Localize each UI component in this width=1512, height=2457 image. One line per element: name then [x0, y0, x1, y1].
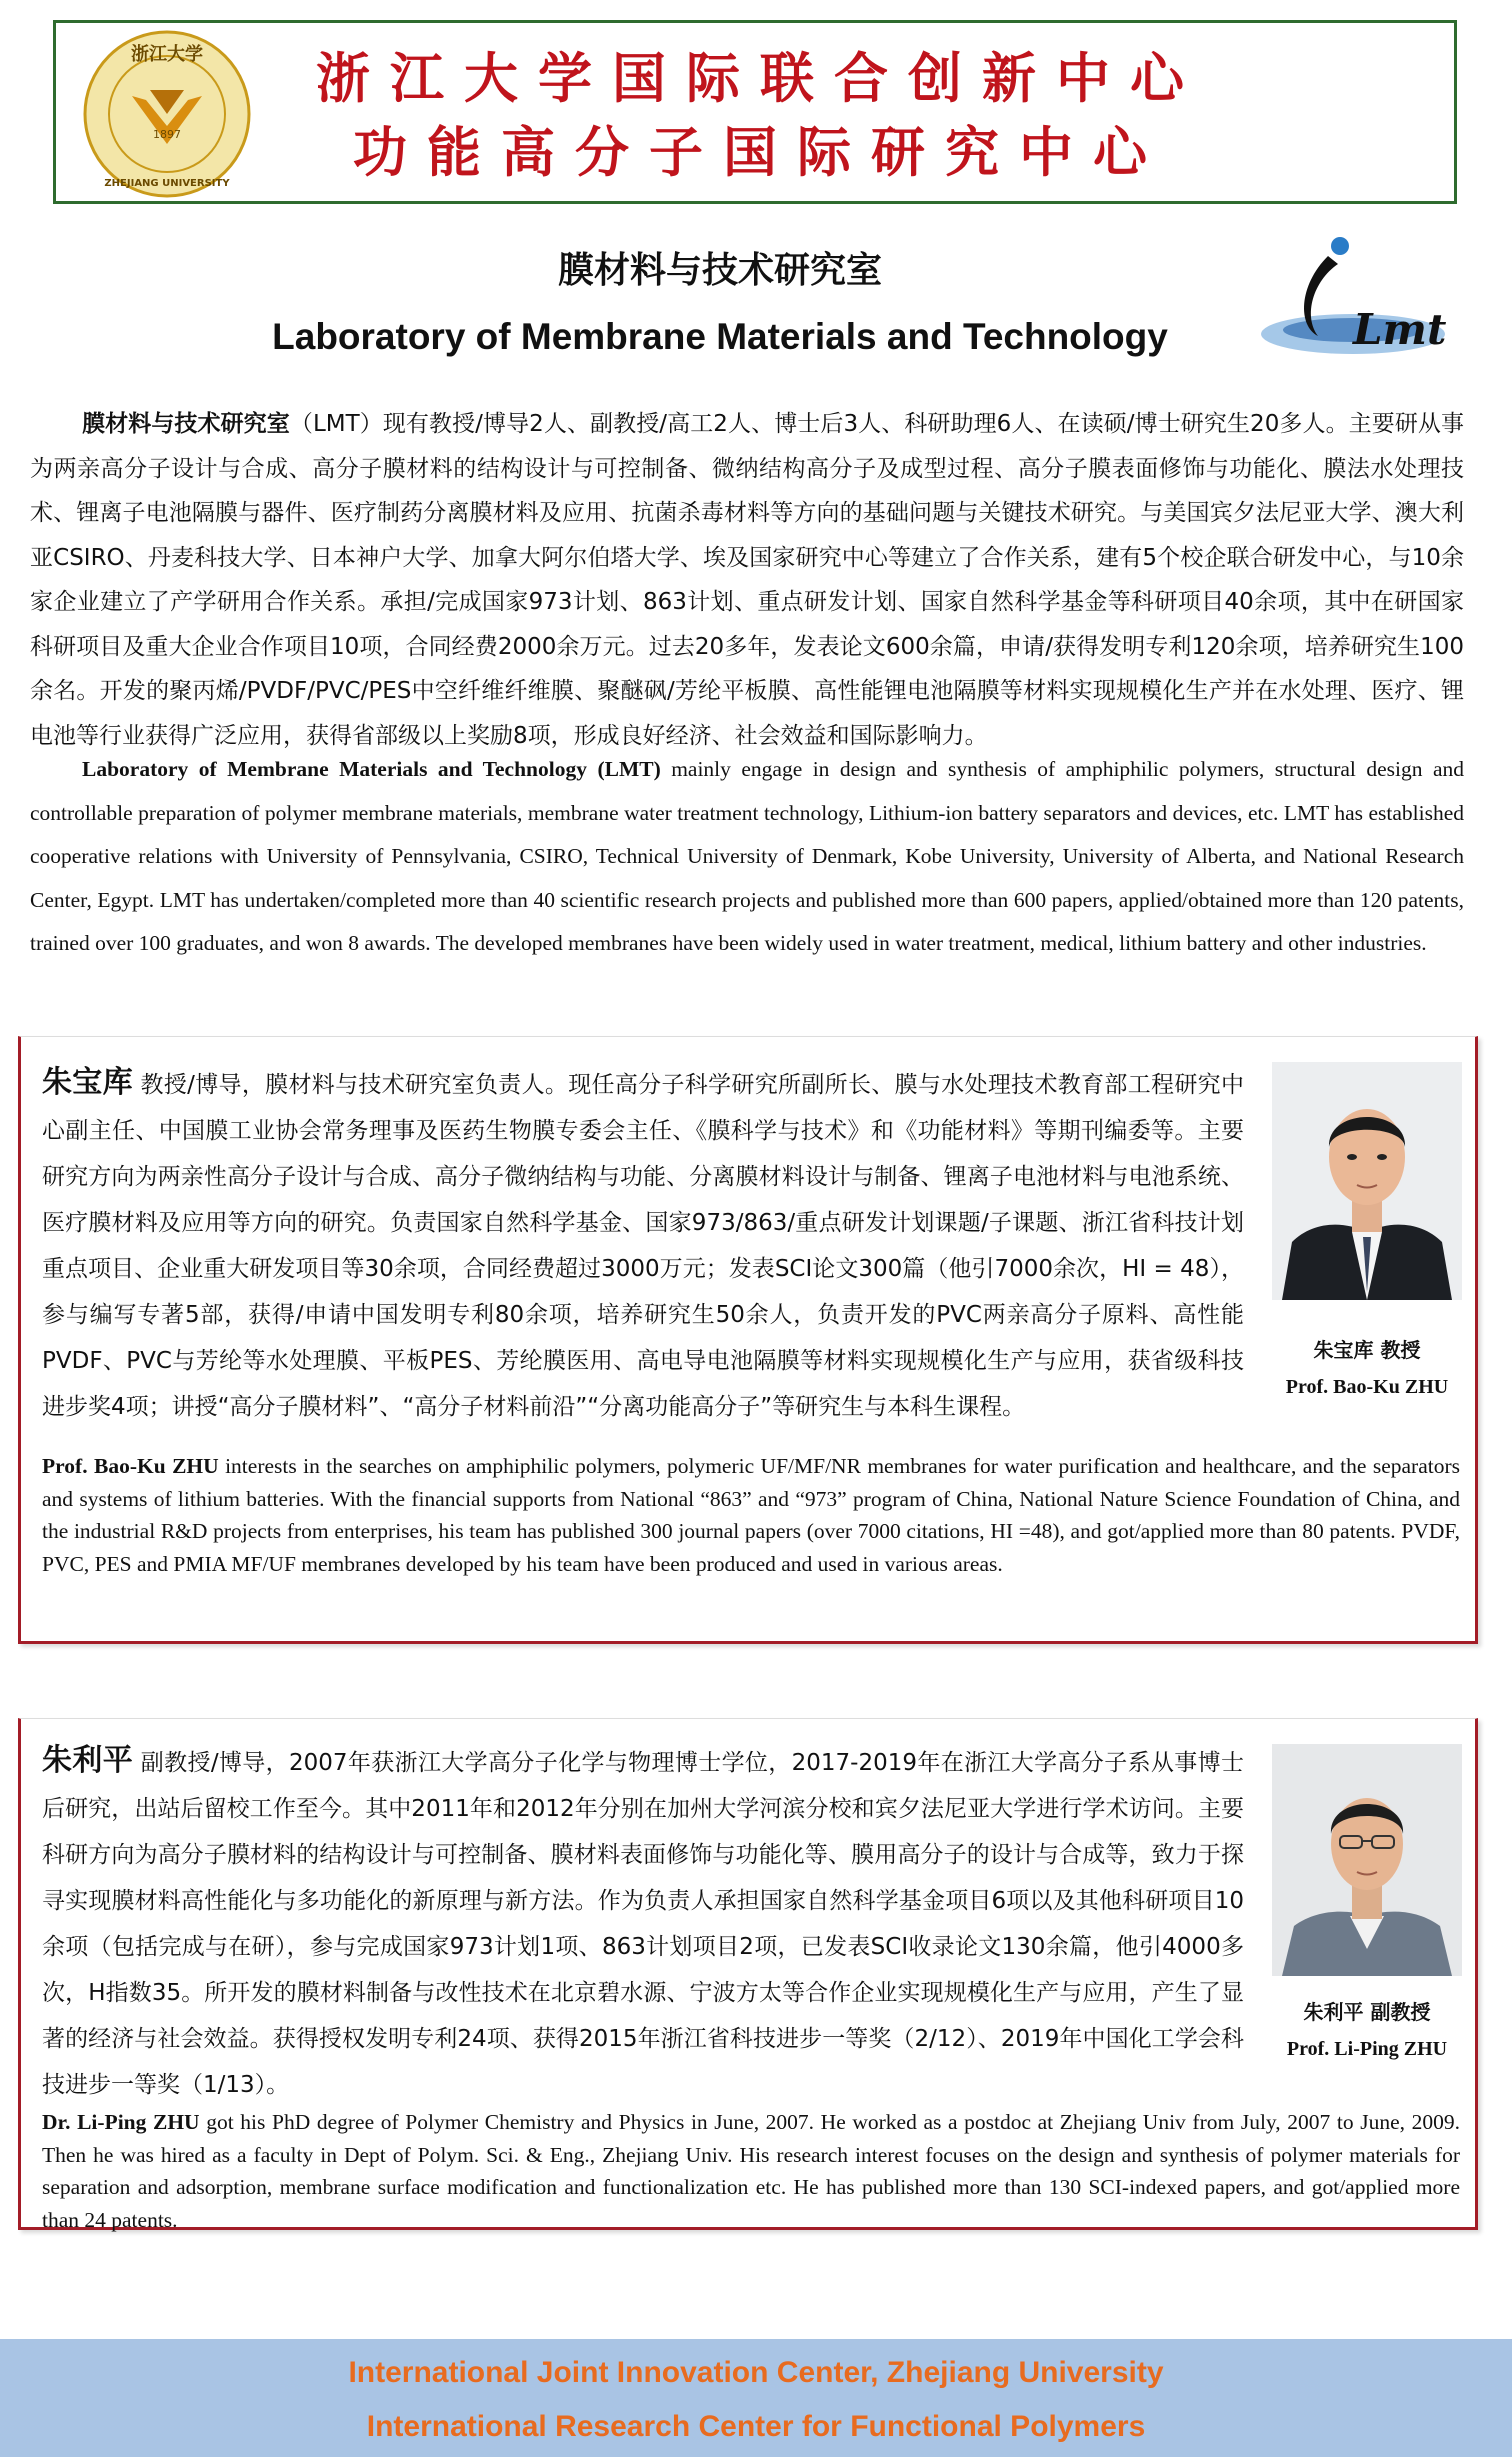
li-bio-cn-text: 副教授/博导，2007年获浙江大学高分子化学与物理博士学位，2017-2019年在浙江大学高分子系从事博士后研究，出站后留校工作至今。其中2011年和2012年分别在加州大学河滨分校和宾夕法尼亚大学进行学术访问。主要科研方向为高分子膜材料的结构设计与可控制备、膜材料表面修饰与功能化等、膜用高分子的设计与合成等，致力于探寻实现膜材料高性能化与多功能化的新原理与新方法。作为负责人承担国家自然科学基金项目6项以及其他科研项目10余项（包括完成与在研），参与完成国家973计划1项、863计划项目2项，已发表SCI收录论文130余篇，他引4000多次，H指数35。所开发的膜材料制备与改性技术在北京碧水源、宁波方太等合作企业实现规模化生产与应用，产生了显著的经济与社会效益。获得授权发明专利24项、获得2015年浙江省科技进步一等奖（2/12）、2019年中国化工学会科技进步一等奖（1/13）。: [42, 1750, 1244, 2098]
zhu-bio-cn-text: 教授/博导，膜材料与技术研究室负责人。现任高分子科学研究所副所长、膜与水处理技术教育部工程研究中心副主任、中国膜工业协会常务理事及医药生物膜专委会主任、《膜科学与技术》和《功能材料》等期刊编委等。主要研究方向为两亲性高分子设计与合成、高分子微纳结构与功能、分离膜材料设计与制备、锂离子电池材料与电池系统、医疗膜材料及应用等方向的研究。负责国家自然科学基金、国家973/863/重点研发计划课题/子课题、浙江省科技计划重点项目、企业重大研发项目等30余项，合同经费超过3000万元；发表SCI论文300篇（他引7000余次，HI = 48），参与编写专著5部，获得/申请中国发明专利80余项，培养研究生50余人，负责开发的PVC两亲高分子原料、高性能PVDF、PVC与芳纶等水处理膜、平板PES、芳纶膜医用、高电导电池隔膜等材料实现规模化生产与应用，获省级科技进步奖4项；讲授“高分子膜材料”、“高分子材料前沿”“分离功能高分子”等研究生与本科生课程。: [42, 1072, 1244, 1420]
svg-text:Lmt: Lmt: [1353, 305, 1447, 354]
header-title-line1: 浙江大学国际联合创新中心: [316, 47, 1204, 110]
li-bio-cn: [42, 1738, 1244, 2108]
lab-title-en: Laboratory of Membrane Materials and Technology: [272, 316, 1168, 357]
zhu-name-cn: 朱宝库: [42, 1065, 133, 1100]
zju-seal-logo: [80, 26, 255, 201]
li-name-cn: 朱利平: [42, 1743, 134, 1778]
footer-line1: International Joint Innovation Center, Zhejiang University: [348, 2356, 1164, 2389]
footer-line2: International Research Center for Functional Polymers: [366, 2410, 1146, 2443]
header-title-line2: 功能高分子国际研究中心: [353, 121, 1167, 184]
zhu-bio-en-text: interests in the searches on amphiphilic polymers, polymeric UF/MF/NR membranes for water purification and healthcare, and the separators and systems of lithium batteries. With the financial supports from National “863” and “973” program of China, National Nature Science Foundation of China, and the industrial R&D projects from enterprises, his team has published 300 journal papers (over 7000 citations, HI =48), and got/applied more than 80 patents. PVDF, PVC, PES and PMIA MF/UF membranes developed by his team have been produced and used in various areas.: [42, 1454, 1461, 1576]
zhu-bio-en: [42, 1450, 1460, 1580]
zhu-bio-cn: [42, 1060, 1244, 1430]
intro-cn-paragraph: [30, 402, 1464, 758]
li-caption-cn: 朱利平 副教授: [1303, 2000, 1431, 2024]
li-portrait-photo: [1272, 1744, 1462, 1976]
seal-text: 浙江大学: [131, 44, 203, 65]
intro-cn-text: （LMT）现有教授/博导2人、副教授/高工2人、博士后3人、科研助理6人、在读硕/博士研究生20多人。主要研从事为两亲高分子设计与合成、高分子膜材料的结构设计与可控制备、微纳结构高分子及成型过程、高分子膜表面修饰与功能化、膜法水处理技术、锂离子电池隔膜与器件、医疗制药分离膜材料及应用、抗菌杀毒材料等方向的基础问题与关键技术研究。与美国宾夕法尼亚大学、澳大利亚CSIRO、丹麦科技大学、日本神户大学、加拿大阿尔伯塔大学、埃及国家研究中心等建立了合作关系，建有5个校企联合研发中心，与10余家企业建立了产学研用合作关系。承担/完成国家973计划、863计划、重点研发计划、国家自然科学基金等科研项目40余项，其中在研国家科研项目及重大企业合作项目10项，合同经费2000余万元。过去20多年，发表论文600余篇，申请/获得发明专利120余项，培养研究生100余名。开发的聚丙烯/PVDF/PVC/PES中空纤维纤维膜、聚醚砜/芳纶平板膜、高性能锂电池隔膜等材料实现规模化生产并在水处理、医疗、锂电池等行业获得广泛应用，获得省部级以上奖励8项，形成良好经济、社会效益和国际影响力。: [30, 411, 1465, 749]
intro-en-text: mainly engage in design and synthesis of amphiphilic polymers, structural design and controllable preparation of polymer membrane materials, membrane water treatment technology, Lithium-ion battery separators and devices, etc. LMT has established cooperative relations with University of Pennsylvania, CSIRO, Technical University of Denmark, Kobe University, University of Alberta, and National Research Center, Egypt. LMT has undertaken/completed more than 40 scientific research projects and published more than 600 papers, applied/obtained more than 120 patents, trained over 100 graduates, and won 8 awards. The developed membranes have been widely used in water treatment, medical, lithium battery and other industries.: [30, 757, 1464, 955]
intro-en-paragraph: [30, 748, 1464, 966]
svg-text:ZHEJIANG UNIVERSITY: ZHEJIANG UNIVERSITY: [104, 178, 230, 189]
zhu-portrait-photo: [1272, 1062, 1462, 1300]
lab-title-cn: 膜材料与技术研究室: [557, 250, 882, 291]
intro-cn-lead: 膜材料与技术研究室: [82, 411, 290, 437]
li-bio-en-text: got his PhD degree of Polymer Chemistry and Physics in June, 2007. He worked as a postdoc at Zhejiang Univ from July, 2007 to June, 2009. Then he was hired as a faculty in Dept of Polym. Sci. & Eng., Zhejiang Univ. His research interest focuses on the design and synthesis of polymer materials for separation and adsorption, membrane surface modification and functionalization etc. He has published more than 130 SCI-indexed papers, and got/applied more than 24 patents.: [42, 2110, 1461, 2232]
svg-text:1897: 1897: [153, 128, 181, 141]
lmt-logo: [1258, 226, 1458, 366]
li-caption-en: Prof. Li-Ping ZHU: [1286, 2038, 1448, 2060]
intro-en-lead: Laboratory of Membrane Materials and Technology (LMT): [82, 757, 661, 781]
zhu-name-en: Prof. Bao-Ku ZHU: [42, 1454, 219, 1478]
li-bio-en: [42, 2106, 1460, 2236]
zhu-caption-cn: 朱宝库 教授: [1313, 1338, 1421, 1362]
zhu-caption-en: Prof. Bao-Ku ZHU: [1285, 1376, 1449, 1398]
li-name-en: Dr. Li-Ping ZHU: [42, 2110, 200, 2134]
